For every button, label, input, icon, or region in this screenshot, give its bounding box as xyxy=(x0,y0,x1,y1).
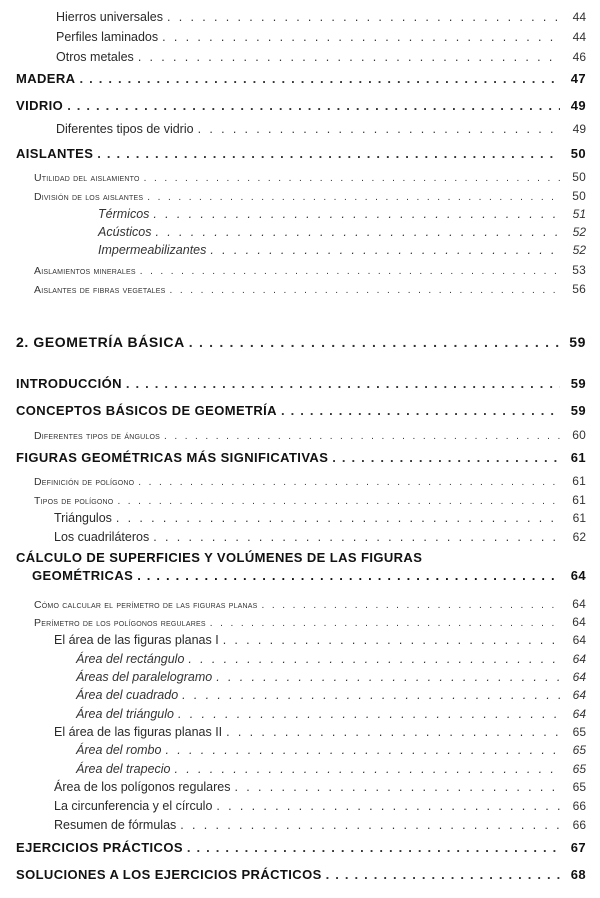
toc-entry xyxy=(76,670,586,684)
toc-entry-title: Perímetro de los polígonos regulares xyxy=(34,617,206,629)
toc-entry-title: Impermeabilizantes xyxy=(98,243,207,257)
toc-entry xyxy=(54,530,586,544)
toc-entry xyxy=(98,225,586,239)
toc-page-number: 44 xyxy=(572,10,586,24)
toc-entry xyxy=(34,493,586,507)
toc-entry xyxy=(54,799,586,813)
toc-entry-title: Acústicos xyxy=(98,225,152,239)
toc-entry-title: CONCEPTOS BÁSICOS DE GEOMETRÍA xyxy=(16,403,277,418)
dot-leader xyxy=(262,600,560,611)
toc-entry-title: Otros metales xyxy=(56,50,134,64)
toc-entry-title: Resumen de fórmulas xyxy=(54,818,177,832)
toc-page-number: 52 xyxy=(572,243,586,257)
dot-leader xyxy=(164,431,560,442)
toc-entry xyxy=(54,633,586,647)
dot-leader xyxy=(216,799,560,813)
toc-entry-title: Térmicos xyxy=(98,207,150,221)
dot-leader xyxy=(178,707,560,721)
toc-page-number: 49 xyxy=(572,122,586,136)
toc-entry-title: Área del rectángulo xyxy=(76,652,185,666)
dot-leader xyxy=(156,225,561,239)
dot-leader xyxy=(180,818,560,832)
toc-entry xyxy=(34,615,586,629)
toc-page-number: 65 xyxy=(572,743,586,757)
toc-page-number: 64 xyxy=(572,652,586,666)
toc-page-number: 64 xyxy=(572,707,586,721)
toc-entry-title: Área del triángulo xyxy=(76,707,174,721)
dot-leader xyxy=(153,530,560,544)
toc-page-number: 61 xyxy=(572,474,586,488)
toc-page-number: 65 xyxy=(572,725,586,739)
dot-leader xyxy=(210,243,560,257)
toc-entry xyxy=(54,725,586,739)
dot-leader xyxy=(182,688,560,702)
toc-entry-title: Área del trapecio xyxy=(76,762,171,776)
dot-leader xyxy=(67,98,560,113)
toc-page-number: 67 xyxy=(570,840,586,855)
toc-entry-title: Utilidad del aislamiento xyxy=(34,172,140,184)
dot-leader xyxy=(137,568,560,583)
dot-leader xyxy=(144,173,560,184)
toc-entry xyxy=(34,597,586,611)
toc-entry-title: El área de las figuras planas II xyxy=(54,725,223,739)
toc-entry xyxy=(54,818,586,832)
toc-entry xyxy=(34,170,586,184)
dot-leader xyxy=(97,146,560,161)
toc-heading-line2-row xyxy=(16,568,586,583)
toc-entry-title: Perfiles laminados xyxy=(56,30,159,44)
dot-leader xyxy=(138,50,560,64)
toc-entry-title: Área del rombo xyxy=(76,743,162,757)
toc-page-number: 51 xyxy=(572,207,586,221)
dot-leader xyxy=(281,403,560,418)
toc-page-number: 52 xyxy=(572,225,586,239)
toc-entry-title: El área de las figuras planas I xyxy=(54,633,219,647)
dot-leader xyxy=(332,450,560,465)
toc-page-number: 64 xyxy=(572,633,586,647)
toc-page-number: 64 xyxy=(572,670,586,684)
toc-entry-title: Cómo calcular el perímetro de las figuras planas xyxy=(34,599,258,611)
dot-leader xyxy=(189,334,560,350)
toc-page-number: 66 xyxy=(572,818,586,832)
toc-page-number: 50 xyxy=(570,146,586,161)
toc-entry xyxy=(16,403,586,418)
toc-entry-title: Área de los polígonos regulares xyxy=(54,780,231,794)
dot-leader xyxy=(216,670,560,684)
toc-entry-title: La circunferencia y el círculo xyxy=(54,799,213,813)
dot-leader xyxy=(187,840,560,855)
toc-entry xyxy=(98,207,586,221)
toc-page-number: 59 xyxy=(569,334,586,350)
dot-leader xyxy=(223,633,560,647)
dot-leader xyxy=(170,285,560,296)
toc-page-number: 59 xyxy=(570,403,586,418)
toc-entry xyxy=(16,840,586,855)
toc-page-number: 60 xyxy=(572,428,586,442)
toc-heading-calculo-superficies xyxy=(16,550,586,583)
dot-leader xyxy=(126,376,560,391)
dot-leader xyxy=(198,122,560,136)
toc-entry xyxy=(76,688,586,702)
toc-page-number: 65 xyxy=(572,762,586,776)
toc-page-number: 64 xyxy=(572,597,586,611)
toc-page-number: 62 xyxy=(572,530,586,544)
toc-entry-title: VIDRIO xyxy=(16,98,64,113)
toc-entry xyxy=(16,334,586,350)
toc-page-number: 53 xyxy=(572,263,586,277)
toc-page-number: 50 xyxy=(572,170,586,184)
toc-entry-title: AISLANTES xyxy=(16,146,94,161)
toc-entry-title: Diferentes tipos de ángulos xyxy=(34,430,160,442)
toc-page-number: 61 xyxy=(572,493,586,507)
toc-page-number: 65 xyxy=(572,780,586,794)
toc-entry-title: Área del cuadrado xyxy=(76,688,179,702)
toc-entry xyxy=(16,71,586,86)
toc-entry-title: División de los aislantes xyxy=(34,191,144,203)
toc-page-number: 61 xyxy=(572,511,586,525)
toc-entry-title: 2. GEOMETRÍA BÁSICA xyxy=(16,334,185,350)
toc-entry xyxy=(16,376,586,391)
dot-leader xyxy=(138,477,560,488)
dot-leader xyxy=(79,71,560,86)
toc-entry xyxy=(34,263,586,277)
toc-entry-title: MADERA xyxy=(16,71,76,86)
dot-leader xyxy=(140,266,560,277)
toc-entry xyxy=(76,707,586,721)
toc-heading-line1: CÁLCULO DE SUPERFICIES Y VOLÚMENES DE LAS FIGURAS xyxy=(16,550,423,565)
toc-entry-title: Definición de polígono xyxy=(34,476,135,488)
dot-leader xyxy=(188,652,560,666)
dot-leader xyxy=(210,618,560,629)
toc-entry xyxy=(54,511,586,525)
toc-entry xyxy=(54,780,586,794)
toc-entry xyxy=(16,146,586,161)
toc-entry-title: Tipos de polígono xyxy=(34,495,114,507)
toc-page-number: 64 xyxy=(572,688,586,702)
toc-page-number: 44 xyxy=(572,30,586,44)
dot-leader xyxy=(175,762,560,776)
toc-entry-title: Áreas del paralelogramo xyxy=(76,670,213,684)
toc-entry xyxy=(76,762,586,776)
toc-entry-title: Los cuadriláteros xyxy=(54,530,150,544)
dot-leader xyxy=(235,780,560,794)
toc-entry-title: Aislantes de fibras vegetales xyxy=(34,284,166,296)
dot-leader xyxy=(162,30,560,44)
toc-entry xyxy=(34,474,586,488)
toc-entry xyxy=(16,867,586,882)
toc-entry-title: FIGURAS GEOMÉTRICAS MÁS SIGNIFICATIVAS xyxy=(16,450,329,465)
toc-page-number: 61 xyxy=(570,450,586,465)
dot-leader xyxy=(167,10,560,24)
toc-page-number: 64 xyxy=(570,568,586,583)
toc-entry-title: Aislamientos minerales xyxy=(34,265,136,277)
toc-entry-title: SOLUCIONES A LOS EJERCICIOS PRÁCTICOS xyxy=(16,867,322,882)
toc-page-number: 49 xyxy=(570,98,586,113)
toc-entry xyxy=(98,243,586,257)
dot-leader xyxy=(165,743,560,757)
toc-entry xyxy=(56,122,586,136)
toc-page-number: 59 xyxy=(570,376,586,391)
toc-entry-title: Hierros universales xyxy=(56,10,163,24)
dot-leader xyxy=(153,207,560,221)
toc-heading-line2: GEOMÉTRICAS xyxy=(32,568,134,583)
toc-entry xyxy=(16,450,586,465)
dot-leader xyxy=(226,725,560,739)
toc-page-number: 50 xyxy=(572,189,586,203)
toc-entry xyxy=(76,743,586,757)
toc-entry xyxy=(16,98,586,113)
toc-page-number: 56 xyxy=(572,282,586,296)
toc-entry xyxy=(34,282,586,296)
toc-page-number: 46 xyxy=(572,50,586,64)
dot-leader xyxy=(326,867,560,882)
toc-entry-title: INTRODUCCIÓN xyxy=(16,376,122,391)
toc-entry xyxy=(34,428,586,442)
toc-entry-title: Diferentes tipos de vidrio xyxy=(56,122,194,136)
toc-entry xyxy=(76,652,586,666)
toc-page-number: 66 xyxy=(572,799,586,813)
toc-entry-title: EJERCICIOS PRÁCTICOS xyxy=(16,840,183,855)
dot-leader xyxy=(116,511,560,525)
dot-leader xyxy=(147,192,560,203)
toc-entry xyxy=(56,30,586,44)
toc-page-number: 64 xyxy=(572,615,586,629)
toc-entry xyxy=(34,189,586,203)
toc-page-number: 68 xyxy=(570,867,586,882)
dot-leader xyxy=(117,496,560,507)
toc-entry xyxy=(56,10,586,24)
toc-entry-title: Triángulos xyxy=(54,511,112,525)
toc-page-number: 47 xyxy=(570,71,586,86)
toc-entry xyxy=(56,50,586,64)
